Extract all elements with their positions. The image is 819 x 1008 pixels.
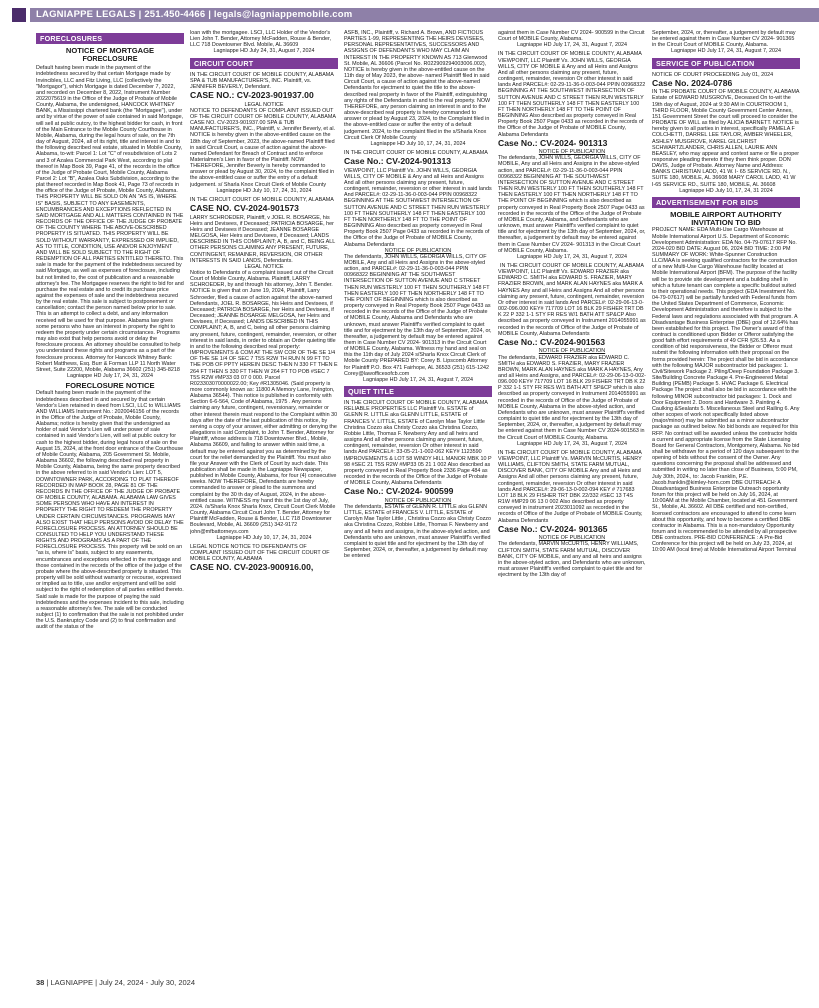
case-number: CASE NO. CV-2024-901573: [190, 203, 299, 214]
court-caption: IN THE CIRCUIT COURT OF MOBILE COUNTY, ALABAMA: [500, 262, 644, 269]
court-caption: IN THE CIRCUIT COURT OF MOBILE COUNTY, ALABAMA: [190, 196, 334, 203]
court-caption: IN THE CIRCUIT COURT OF MOBILE COUNTY, ALABAMA VIEWPOINT, LLC Plaintiff Vs. JOHN WILLS, GEORGIA WILLS, CITY OF MOBILE & Any and all Heirs and Assigns And all other persons claiming any present, future, contingent, remainder, reversion Or other interest in said lands And PARCEL#: 02-29-11-36-0-003-044 PPIN 00968322 BEGINNING AT THE SOUTHWEST INTERSECTION OF SUTTON AVENUE AND C STREET THEN RUN WESTERLY 100 FT THEN SOUTHERLY 148 FT THEN EASTERLY 100 FT THEN NORTHERLY 148 FT TO THE POINT OF BEGINNING Also described as property conveyed in Real Property Book 2507 Page 0433 as recorded in the records of the Office of the Judge of Probate of MOBILE County, Alabama Defendants: [498, 51, 646, 138]
publication-date: Lagniappe HD July 17, 24, 31, August 7, 2024: [671, 48, 781, 55]
column-1: [36, 30, 184, 970]
notice-body: The defendants, JOHN WILLS, GEORGIA WILLS, CITY OF MOBILE, Any and all Heirs and Assigns in the above-styled action, and PARCEL#: 02-29-11-36-0-003-044 PPIN 00968322 BEGINNING AT THE SOUTHWEST INTERSECTION OF SUTTON AVENUE AND C STREET THEN RUN WESTERLY 100 FT THEN SOUTHERLY 148 FT THEN EASTERLY 100 FT THEN NORTHERLY 148 FT TO THE POINT OF BEGINNING which is also described as property conveyed in Real Property Book 2507 Page 0433 as recorded in the records of the Office of the Judge of Probate of MOBILE County, Alabama and Defendants who are unknown, must answer Plaintiff's verified complaint to quiet title and for ejectment by the 13th day of September, 2024, or, thereafter, a judgement by default may be entered against them in Case Number CV 2024- 901313 in the Circuit Court of MOBILE County, Alabama. Witness my hand and seal on this the 11th day of July 2024 s/Sharla Knox Circuit Clerk of Mobile County PREPARED BY: Corey B. Lipscomb Attorney for Plaintiff P.O. Box 471 Fairhope, AL 36533 (251) 615-1242 Corey@lawofficesofcb.com: [344, 253, 492, 377]
case-number: Case No.: CV-2024- 901365: [498, 523, 608, 534]
notice-body: NOTICE TO DEFENDANTS OF COMPLAINT ISSUED OUT OF THE CIRCUIT COURT OF MOBILE COUNTY, ALABAMA CASE NO. CV-2023-901937.00 SPA & TUB MANUFACTURER'S, INC., Plaintiff, v. Jennifer Beverly, et al. NOTICE is hereby given in the above-entitled cause on the 18th day of September, 2023, the above-named Plaintiff filed in said Circuit Court, a cause of action against the above-named Defendant for Breach of Contract and to enforce Materialmen's Lien in favor of the Plaintiff. NOW THEREFORE, Jennifer Beverly is hereby commanded to answer or plead by August 30, 2024, to the complaint filed in the above-entitled case or suffer the entry of a default judgement. s/ Sharla Knox Circuit Clerk of Mobile County: [190, 107, 336, 188]
notice-body-foreclosure: Default having been made in the payment of the indebtedness described in and secured by that certain Vendor's Lien retained in deed from LSCI, LLC to WILLIAMS AND WILLIAMS Instrument No.: 2020046156 of the records in the Office of the Judge of Probate, Mobile County, Alabama; notice is hereby given that the undersigned as holder of said Vendor's Lien will under power of sale contained in said Vendor's Lien, will sell at public outcry for cash to the highest bidder, during legal hours of sale on the August 15, 2024, at the front door entrance of the Courthouse of Mobile County, Alabama, 205 Government St. Mobile, Alabama 36602, the following described real property in Mobile County, Alabama, being the same property described in the above referred to in said Vendor's Lien: LOT 5, DOWNTOWNER PARK, ACCORDING TO PLAT THEREOF RECORDED IN MAP BOOK 28, PAGE 81 OF THE RECORDS IN THE OFFICE OF THE JUDGE OF PROBATE OF MOBILE COUNTY, ALABAMA. ALABAMA LAW GIVES SOME PERSONS WHO HAVE AN INTEREST IN PROPERTY THE RIGHT TO REDEEM THE PROPERTY UNDER CERTAIN CIRCUMSTANCES. PROGRAMS MAY ALSO EXIST THAT HELP PERSONS AVOID OR DELAY THE FORECLOSURE PROCESS. AN ATTORNEY SHOULD BE CONSULTED TO HELP YOU UNDERSTAND THESE RIGHTS AND PROGRAMS AS A PART OF THE FORECLOSURE PROCESS. This property will be sold on an "as is, where is" basis, subject to any easements, encumbrances and exceptions reflected in the mortgage and those contained in the records of the office of the judge of the probate where the above-described property is situated. This property will be sold without warranty or recourse, expressed or implied as to title, use and/or enjoyment and will be sold subject to the right of redemption of all parties entitled thereto. Said sale is made for the purpose of paying the said indebtedness and the expenses incident to this sale, including a reasonable attorney's fee. The sale will be conducted subject (1) to confirmation that the sale is not prohibited under the U.S. Bankruptcy Code and (2) to final confirmation and audit of the status of the: [36, 390, 184, 631]
notice-body: The defendants, EDWARD FRAZIER aka EDWARD C. SMITH aka EDWARD S. FRAZIER, MARY FRAZIER BROWN, MARK ALAN HAYNES aka MARK A HAYNES, Any and all Heirs and Assigns, and PARCEL#: 02-29-06-13-0-002-096.000 KEY# 717709 LOT 16 BLK 29 FISHER TRT DB K 22 P 332 1-1 STY FR RES W/1 BATH ATT SP&CP which is also described as property conveyed in Instrument 2014055991 as recorded in the records of Office of the Judge of Probate of MOBILE County, Alabama in the above-styled action, and Defendants who are unknown, must answer Plaintiff's verified complaint to quiet title and for ejectment by the 13th day of September, 2024, or, thereafter, a judgement by default may be entered against them in Case Number CV 2024-901563 in the Circuit Court of MOBILE County, Alabama.: [498, 354, 646, 441]
publication-date: Lagniappe HD July 17, 24, 31, August 7, 2024: [363, 376, 473, 383]
notice-body: PROJECT NAME: EDA Multi-Use Cargo Warehouse at Mobile International Airport U.S. Department of Economic Development Administration: EDA No. 04-79-07617 RFP No. 2024-020 BID DATE: August 06, 2024 BID TIME: 2:00 PM SUMMARY OF WORK: White-Spunner Construction LLC/MAA is seeking qualified contractors for the construction of a new Multi-Use Cargo Warehouse facility located at Mobile International Airport (BFM). The purpose of the facility will be to provide site development and a building shell in which a future tenant can complete a specific buildout suited to their operational needs. This project (EDA Investment No. 04-79-07617) will be partially funded with Federal funds from the United States Department of Commerce, Economic Development Administration and therefore is subject to the Federal laws and regulations associated with that program. A Disadvantage Business Enterprise (DBE) goal of 12.64% has been established for this project. The Owner's award of this contract is conditioned upon Bidder or Offeror satisfying the good faith effort requirements of 49 CFR §26.53. As a condition of bid responsiveness, the Bidder or Offeror must submit the following information with their proposal on the forms provided herein: The project shall be bid in accordance with the following MAJOR subcontractor bid packages: 1. Civil/Sitework Package 2. Piling/Deep Foundation Package 3. Site/Building Concrete Package 4. Pre-Engineered Metal Building (PEMB) Package 5. HVAC Package 6. Electrical Package The project shall also be bid in accordance with the following MINOR subcontractor bid packages: 1. Dock and Door Equipment 2. Doors and Hardware 3. Painting 4. Caulking &Sealants 5. Miscellaneous Steel and Railing 6. Any other scopes of work not specifically listed above (major/minor) may be submitted as a minor subcontractor package as outlined below. No bid bonds are required for this RFP. No contract will be awarded unless the contractor holds a current and appropriate license from the State Licensing Board for General Contractors, Montgomery, Alabama. No bid shall be withdrawn for a period of 120 days subsequent to the opening of bids without the consent of the Owner. Any questions concerning the proposal shall be addressed and submitted in writing no later than close of Business, 5:00 PM, July 30th, 2024., to: Jacob Franklin, P.E. Jacob.franklin@kimley-horn.com DBE OUTREACH: A Disadvantaged Business Enterprise Outreach opportunity forum for this project will be held on July 16, 2024, at 10:00AM at the Mobile Chamber, located at 451 Government St., Mobile, AL 36602. All DBE certified and non-certified, licensed contractors are encouraged to attend to come learn about this opportunity, and how to become a certified DBE contractor in Alabama. This is a non-mandatory Opportunity forum and is recommended to be attended by all prospective DBE contractors. PRE-BID CONFERENCE : A Pre-Bid Conference for this project will be held on July 23, 2024, at 10:00 AM (local time) at Mobile International Airport Terminal: [652, 227, 800, 554]
notice-parties: VIEWPOINT, LLC Plaintiff Vs. JOHN WILLS, GEORGIA WILLS, CITY OF MOBILE & Any and all Heirs and Assigns And all other persons claiming any present, future, contingent, remainder, reversion or other interest in said lands And PARCEL#: 02-29-11-36-0-003-044 PPIN 00968322 BEGINNING AT THE SOUTHWEST INTERSECTION OF SUTTON AVENUE AND C STREET THEN RUN WESTERLY 100 FT THEN SOUTHERLY 148 FT THEN EASTERLY 100 FT THEN NORTHERLY 148 FT TO THE POINT OF BEGINNING Also described as property conveyed in Real Property Book 2507 Page 0433 as recorded in the records of the Office of the Judge of Probate of MOBILE County, Alabama Defendants: [344, 167, 492, 248]
publication-date: Lagniappe HD July 17, 24, 31, 2024: [66, 373, 153, 380]
case-number: CASE NO.: CV-2023-901937.00: [190, 90, 314, 101]
notice-columns: [36, 30, 800, 970]
case-number: Case No. 2024-0786: [652, 77, 733, 88]
notice-label: NOTICE OF PUBLICATION: [538, 149, 606, 156]
publication-date: Lagniappe HD July 10, 17, 24, 31, 2024: [216, 534, 312, 541]
notice-body-continued: loan with the mortgagee. LSCI, LLC Holder of the Vendor's Lien John T. Bender, Attorney McFadden, Rouse & Bender, LLC 718 Downtowner Blvd. Mobile, AL 36609: [190, 30, 332, 49]
notice-title-foreclosure: FORECLOSURE NOTICE: [65, 381, 155, 391]
notice-title-invitation-to-bid: MOBILE AIRPORT AUTHORITY INVITATION TO BID: [670, 209, 782, 228]
notice-body: IN THE PROBATE COURT OF MOBILE COUNTY, ALABAMA Estate of EDWARD MUSGROVE, Deceased On to-wit the 19th day of August, 2024 at 9:30 AM in COURTROOM 1, THIRD FLOOR, Mobile County Government Center Annex, 151 Government Street the court will proceed to consider the PROBATE OF WILL as filed by ALICIA BARNETT. NOTICE is hereby given to all parties in interest, specifically PAMELA F COLCHETTI, DARREL LEE TAYLOR, AMBER WHEELER, ASHLEY MUSGROVE, KAREL GILCHRIST SCHWARTZLANDER, CHRIS ALLEN, LAURIE ANN BEASLEY, who may appear and contest same or file a proper responsive pleading thereto if they then think proper. DON DAVIS, Judge of Probate. Attorney Name and Address: BANKS CHRISTIAN LADD, 41 W. I- 65 SERVICE RD. N., SUITE 180, MOBILE, AL 36608 MARY CAROL LADD, 41 W I-65 SERVICE RD., SUITE 180, MOBILE, AL 36608: [652, 89, 800, 188]
header-square-icon: [12, 8, 26, 22]
case-number: Case No.: CV-2024-901563: [498, 336, 606, 347]
notice-body: The defendants, MARVIN McCURTIS, HENRY WILLIAMS, CLIFTON SMITH, STATE FARM MUTUAL, DISCOVER BANK, CITY OF MOBILE, and any and all heirs and assigns in the above-styled action, and Defendants who are unknown, must answer Plaintiff's verified complaint to quiet title and for ejectment by the 13th day of: [498, 541, 646, 579]
section-header-advertisement-for-bids: ADVERTISEMENT FOR BIDS: [652, 197, 800, 208]
notice-label: LEGAL NOTICE: [244, 101, 284, 108]
publication-date: Lagniappe HD July 10, 17, 24, 31, 2024: [216, 187, 312, 194]
notice-label: NOTICE OF PUBLICATION: [538, 348, 606, 355]
page-footer: [36, 976, 800, 990]
notice-body-continued: against them in Case Number CV 2024- 900599 in the Circuit Court of MOBILE County, Alabama.: [498, 30, 645, 43]
page-number: 38: [36, 978, 45, 987]
column-3: [344, 30, 492, 970]
legals-header: [0, 0, 819, 28]
notice-body: LEGAL NOTICE NOTICE TO DEFENDANTS OF COMPLAINT ISSUED OUT OF THE CIRCUIT COURT OF MOBILE COUNTY, ALABAMA: [190, 543, 330, 563]
section-header-quiet-title: QUIET TITLE: [344, 386, 492, 397]
notice-title-mortgage: NOTICE OF MORTGAGE: [65, 46, 155, 55]
notice-body: The defendants, JOHN WILLS, GEORGIA WILLS, CITY OF MOBILE, Any and all Heirs and Assigns in the above-styled action, and PARCEL#: 02-29-11-36-0-003-044 PPIN 00968322 BEGINNING AT THE SOUTHWEST INTERSECTION OF SUTTON AVENUE AND C STREET THEN RUN WESTERLY 100 FT THEN SOUTHERLY 148 FT THEN EASTERLY 100 FT THEN NORTHERLY 148 FT TO THE POINT OF BEGINNING which is also described as property conveyed in Real Property Book 2507 Page 0433 as recorded in the records of the Office of the Judge of Probate of MOBILE County, Alabama, and Defendants who are unknown, must answer Plaintiff's verified complaint to quiet title and for ejectment by the 13th day of September, 2024, or, thereafter, a judgement by default may be entered against them in Case Number CV 2024- 901313 in the Circuit Court of MOBILE County, Alabama.: [498, 155, 646, 254]
publication-date: Lagniappe HD July 17, 24, 31, August 7, 2024: [517, 42, 627, 49]
section-header-foreclosures: FORECLOSURES: [36, 33, 184, 44]
case-number: Case No.: CV-2024-901313: [344, 156, 452, 167]
column-5: [652, 30, 800, 970]
court-caption: IN THE CIRCUIT COURT OF MOBILE COUNTY, ALABAMA SPA & TUB MANUFACTURER'S, INC. Plaintiff, vs. JENNIFER BEVERLY, Defendant.: [190, 71, 334, 90]
notice-body: NOTICE OF COURT PROCEEDING July 01, 2024: [652, 71, 774, 78]
notice-body: Notice to Defendants of a complaint issued out of the Circuit Court of Mobile County, Alabama. Plaintiff, LARRY SCHROEDER, by and through his attorney, John T. Bender. NOTICE is given that on June 19, 2024, Plaintiff, Larry Schroeder, filed a cause of action against the above-named Defendants, JOEL R. BOSARGE, his Heirs and Devisees, if Deceased; PATRICIA BOSARGE, her Heirs and Devisees, if Deceased; JEANNE BOSARGE MELGOSA, her Heirs and Devisees, if Deceased; LANDS DESCRIBED IN THIS COMPLAINT; A, B, and C, being all other persons claiming any present, future, contingent, remainder, reversion, or other interest in said lands, in order to obtain an Order quieting title in and to the following described real property: IMPROVEMENTS & COM AT THE SW COR OF THE SE 1/4 OF THE SE 1/4 OF SEC 7 T5S R2W TH RUN N 99 FT TO THE POB OF PPTY HEREIN DESC THEN N 330 FT THEN E 264 FT THEN S 330 FT THEN W 264 FT TO POB #SEC 7 T5S R2W #MP33 03 07 0 000. Parcel R023303070000022.00; Key #R1305046. (Said property is more commonly known as: 11800 A Memory Lane, Irvington, Alabama 36544). This notice is published in conformity with Section 6-6-564, Code of Alabama, 1975 . Any persons claiming any future, contingent, reversionary, remainder or other interest therein must respond to the Complaint within 30 days after the date of the last publication of this notice, by serving a copy of your answer, either admitting or denying the allegations in said Complaint, to John T. Bender, Attorney for Plaintiff, whose address is 718 Downtowner Blvd., Mobile, Alabama 36609, and failing to answer within said time, a default may be entered against you as determined by the court for the relief demanded by the Plaintiff. You must also file your Answer with the Clerk of Court by such date. This publication shall be made in the Lagniappe Newspaper, published in Mobile County, Alabama, for four (4) consecutive weeks. NOW THEREFORE, Defendants are hereby commanded to answer or plead to the summons and complaint by the 30 th day of August, 2024, in the above-entitled cause. WITNESS my hand this the 1st day of July, 2024. /s/Sharla Knox Sharla Knox, Circuit Court Clerk Mobile County, Alabama Circuit Court John T. Bender, Attorney for Plaintiff McFadden, Rouse & Bender, LLC 718 Downtowner Boulevard, Mobile, AL 36609 (251) 342-9172 john@mfbattorneys.com: [190, 270, 338, 535]
publication-date: Lagniappe HD July 24, 31, August 7, 2024: [213, 48, 315, 55]
notice-parties: LARRY SCHROEDER, Plaintiff, v JOEL R. BOSARGE, his Heirs and Devisees, if Deceased; PATRICIA BOSARGE, her Heirs and Devisees if Deceased; JEANNE BOSARGE MELGOSA, Her Heirs and Devisees, if Deceased; LANDS DESCRIBED IN THIS COMPLAINT; A, B, and C, BEING ALL OTHER PERSONS CLAIMING ANY PRESENT, FUTURE, CONTINGENT, REMAINER, REVERSION, OR OTHER INTERESTS IN SAID LANDS, Defendants.: [190, 214, 335, 264]
publication-date: Lagniappe HD July 17, 24, 31, August 7, 2024: [517, 440, 627, 447]
footer-text: | LAGNIAPPE | July 24, 2024 - July 30, 2024: [46, 978, 195, 987]
column-2: [190, 30, 338, 970]
header-text: LAGNIAPPE LEGALS | 251.450-4466 | legals@lagniappemobile.com: [36, 9, 353, 20]
notice-label: NOTICE OF PUBLICATION: [384, 497, 452, 504]
publication-date: Lagniappe HD July 10, 17, 24, 31, 2024: [370, 140, 466, 147]
section-header-service-of-publication: SERVICE OF PUBLICATION: [652, 58, 800, 69]
notice-subtitle-foreclosure: FORECLOSURE: [82, 54, 138, 64]
case-number: Case No.: CV-2024- 900599: [344, 486, 454, 497]
notice-body-continued: September, 2024, or, thereafter, a judgement by default may be entered against them in Case Number CV 2024- 901365 in the Circuit Court of MOBILE County, Alabama.: [652, 30, 796, 49]
notice-label: NOTICE OF PUBLICATION: [538, 535, 606, 542]
notice-body: The defendants, ESTATE of GLENN R. LITTLE aka GLENN LITTLE, ESTATE of FRANCES V. LITTLE, ESTATE of Carolyn Mae Taylor Little , Christina Cozzo aka Christy Cozzo aka Christina Cozzo, Robbie Little, Thomas F. Newberry and any and all heirs and assigns, in the above-styled action, and Defendants who are unknown, must answer Plaintiff's verified complaint to quiet title and for ejectment by the 13th day of September, 2024, or, thereafter, a judgement by default may be entered: [344, 503, 491, 560]
court-caption: IN THE CIRCUIT COURT OF MOBILE COUNTY, ALABAMA RELIABLE PROPERTIES LLC Plaintiff Vs. ESTATE of GLENN R. LITTLE aka GLENN LITTLE, ESTATE of FRANCES V. LITTLE, ESTATE of Carolyn Mae Taylor Little Christina Cozzo aka Christy Cozzo aka Christina Cozzo, Robbie Little, Thomas F. Newberry Any and all heirs and assigns And all other persons claiming any present, future, contingent, remainder, reversion Or other interest in said lands And PARCEL#: 33-05-21-1-002-062 KEY# 1123590 IMPROVEMENTS & LOT 58 WINDY HILL MANOR MBK 10 P 98 #SEC 21 T5S R2W #MP33 05 21 1 002 Also described as property conveyed in Real Property Book 2336 Page 484 as recorded in the records of the Office of the Judge of Probate of MOBILE County, Alabama Defendants: [344, 400, 492, 487]
publication-date: Lagniappe HD July 10, 17, 24, 31 2024: [679, 187, 773, 194]
case-number: CASE NO. CV-2023-900916.00,: [190, 562, 314, 573]
section-header-circuit-court: CIRCUIT COURT: [190, 58, 338, 69]
notice-body-continued: ASFB, INC., Plaintiff, v. Richard A. Brown, AND FICTIOUS PARTIES 1-99, REPRESENTING THE HEIRS DEVISEES, PERSONAL REPRESENTATIVES, SUCCESSORS AND ASSIGNS OF DEFENDANTS WHO MAY CLAIM AN INTEREST IN THE PROPERTY KNOWN AS 713 Glenwood St. Mobile, AL 36606 (Parcel No. R022909294003006.002), NOTICE is hereby given in the above-entitled cause on the 11th day of May 2023, the above- named Plaintiff filed in said Circuit Court, a cause of action against the above-named Defendants for ejectment to quiet the title to the above-described real property in favor of the Plaintiff, extinguishing any rights of the Defendants in and to the real property. NOW THEREFORE, any person claiming an interest in and to the above-described real property is hereby commanded to answer or plead by August 23, 2024, to the Complaint filed in the above-entitled case or suffer the entry of a default judgement. 2024, to the complaint filed in the s/Sharla Knox Circuit Clerk Of Mobile County: [344, 30, 491, 141]
notice-parties: VIEWPOINT, LLC Plaintiff Vs. EDWARD FRAZIER aka EDWARD C. SMITH aka EDWARD S. FRAZIER, MARY FRAZIER BROWN, and MARK ALAN HAYNES aka MARK A HAYNES Any and all Heirs and Assigns And all other persons claiming any present, future, contingent, remainder, reversion Or other interest in said lands And PARCEL#: 02-29-06-13-0-002-096.000 KEY# 717709 LOT 16 BLK 29 FISHER TRT DB K 22 P 332 1-1 STY FR RES W/1 BATH ATT SP&CP Also described as property conveyed in Instrument 2014055991 as recorded in the records of Office of the Judge of Probate of MOBILE County, Alabama Defendants: [498, 269, 646, 337]
column-4: [498, 30, 646, 970]
court-caption: IN THE CIRCUIT COURT OF MOBILE COUNTY, ALABAMA: [344, 149, 488, 156]
publication-date: Lagniappe HD July 17, 24, 31, August 7, 2024: [517, 253, 627, 260]
notice-label: LEGAL NOTICE: [244, 263, 284, 270]
notice-label: NOTICE OF PUBLICATION: [384, 247, 452, 254]
notice-body-mortgage: Default having been made in the payment of the indebtedness secured by that certain Mortgage made by Invincibles, LLC and Fitz Living, LLC (collectively the "Mortgagor"), which Mortgage is dated December 7, 2022, and recorded on December 8, 2022, Instrument Number 2022075619 in the Office of the Judge of Probate of Mobile County, Alabama, the undersigned, HANCOCK WHITNEY BANK, a Mississippi chartered bank (the "Mortgagee"), under and by virtue of the power of sale contained in said Mortgage, will sell at public outcry, to the highest bidder for cash, in front of the Main Entrance to the Mobile County Courthouse in Mobile, Alabama, during the legal hours of sale, on the 7th day of August, 2024, all of its right, title and interest in and to the following described real estate, situated in Mobile County, Alabama, to-wit: Parcel 1: Lot "C" of resubdivision of Lots 2 and 3 of Azalea Commercial Park West, according to plat thereof in Map Book 39, Page 41, of the records in the office of the Judge of Probate Court, Mobile County, Alabama Parcel 2: Lot "B", Azalea Oaks Subdivision, according to the plat thereof recorded in Map Book 41, Page 73 of records in the office of the Judge of Probate, Mobile County, Alabama. THIS PROPERTY WILL BE SOLD ON AN "AS IS, WHERE IS" BASIS, SUBJECT TO ANY EASEMENTS, ENCUMBRANCES AND EXCEPTIONS REFLECTED IN SAID MORTGAGE AND ALL MATTERS CONTAINED IN THE RECORDS OF THE OFFICE OF THE JUDGE OF PROBATE OF THE COUNTY WHERE THE ABOVE-DESCRIBED PROPERTY IS SITUATED. THIS PROPERTY WILL BE SOLD WITHOUT WARRANTY, EXPRESSED OR IMPLIED, AS TO TITLE, CONDITION, USE AND/OR ENJOYMENT AND WILL BE SOLD SUBJECT TO THE RIGHT OF REDEMPTION OF ALL PARTIES ENTITLED THERETO. This sale is made for the payment of the indebtedness secured by said Mortgage, as well as expenses of foreclosure, including but not limited to, the cost of publication and a reasonable attorney's fee. The Mortgagee reserves the right to bid for and purchase the real estate and to credit its purchase price against the expenses of sale and the indebtedness secured by the real estate. This sale is subject to postponement or cancellation; contact the person named below prior to sale. This is an attempt to collect a debt, and any information received will be used for that purpose. Alabama law gives some persons who have an interest in property the right to redeem the property under certain circumstances. Programs may also exist that help persons avoid or delay the foreclosure process. An attorney should be consulted to help you understand these rights and programs as a part of the foreclosure process. Attorney for Hancock Whitney Bank: Robert Matthews, Esq. Burr & Forman LLP 11 North Water Street, Suite 22200, Mobile, Alabama 36602 (251) 345-8218: [36, 65, 184, 373]
court-caption: IN THE CIRCUIT COURT OF MOBILE COUNTY, ALABAMA VIEWPOINT, LLC Plaintiff Vs. MARVIN McCURTIS, HENRY WILLIAMS, CLIFTON SMITH, STATE FARM MUTUAL, DISCOVER BANK, CITY OF MOBILE Any and all Heirs and Assigns And all other persons claiming any present, future, contingent, remainder, reversion Or other interest in said lands And PARCEL#: 29-06-13-0-002-094 KEY # 717683 LOT 18 BLK 29 FISHER TRT DBK 22/332 #SEC 13 T4S R1W #MP29 06 13 0 002 Also described as property conveyed in instrument 2023011092 as recorded in the records of Office of the Judge of Probate of MOBILE County, Alabama Defendants: [498, 449, 643, 524]
header-bar: [30, 8, 819, 22]
case-number: Case No.: CV-2024- 901313: [498, 137, 608, 148]
